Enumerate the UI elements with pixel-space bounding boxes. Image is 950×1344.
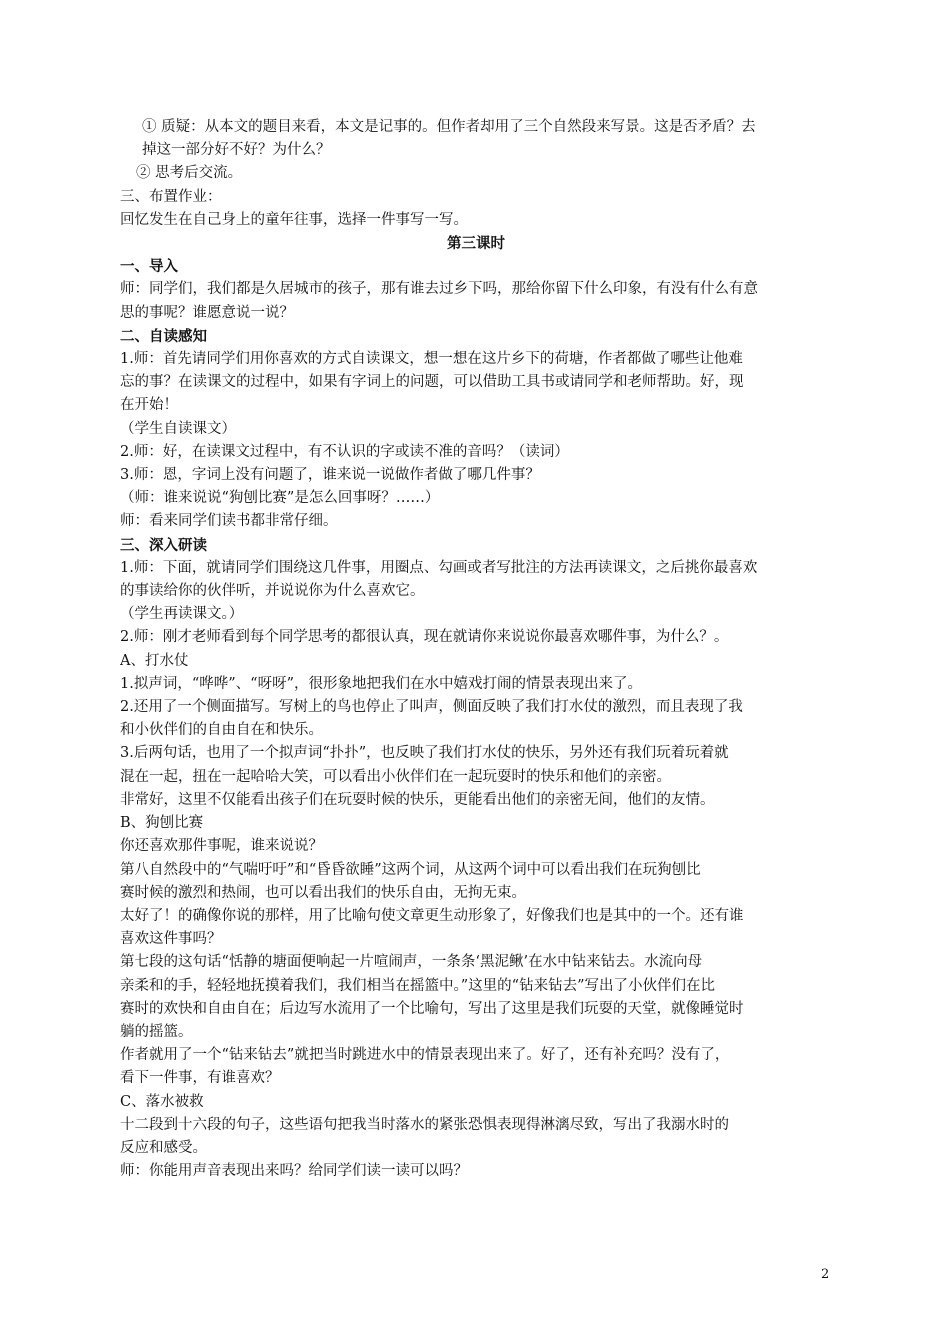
text-line: 师：你能用声音表现出来吗？给同学们读一读可以吗？: [120, 1163, 468, 1180]
text-line: 三、布置作业：: [120, 188, 222, 205]
text-line: 忘的事？在读课文的过程中，如果有字词上的问题，可以借助工具书或请同学和老师帮助。好，现: [120, 374, 744, 391]
page-number: 2: [821, 1267, 830, 1282]
text-line: 反应和感受。: [120, 1139, 207, 1156]
text-line: 2.还用了一个侧面描写。写树上的鸟也停止了叫声，侧面反映了我们打水仗的激烈，而且表现了我: [120, 699, 743, 716]
text-line: 在开始！: [120, 397, 178, 414]
text-line: 回忆发生在自己身上的童年往事，选择一件事写一写。: [120, 211, 468, 228]
section-heading: 第三课时: [447, 235, 505, 253]
text-line: 第七段的这句话“恬静的塘面便响起一片喧闹声，一条条‘黑泥鳅’在水中钻来钻去。水流向母: [120, 954, 703, 971]
text-line: 你还喜欢那件事呢，谁来说说？: [120, 838, 323, 855]
text-line: 赛时的欢快和自由自在；后边写水流用了一个比喻句，写出了这里是我们玩耍的天堂，就像睡觉时: [120, 1000, 744, 1017]
text-line: A、打水仗: [120, 652, 189, 669]
text-line: 非常好，这里不仅能看出孩子们在玩耍时候的快乐，更能看出他们的亲密无间，他们的友情。: [120, 791, 715, 808]
text-line: 赛时候的激烈和热闹，也可以看出我们的快乐自由，无拘无束。: [120, 884, 526, 901]
text-line: 亲柔和的手，轻轻地抚摸着我们，我们相当在摇篮中。”这里的“钻来钻去”写出了小伙伴们在比: [120, 977, 715, 994]
text-line: 作者就用了一个“钻来钻去”就把当时跳进水中的情景表现出来了。好了，还有补充吗？没有了，: [120, 1047, 730, 1064]
text-line: 师：同学们，我们都是久居城市的孩子，那有谁去过乡下吗，那给你留下什么印象，有没有什么有意: [120, 281, 758, 298]
text-line: 2.师：好，在读课文过程中，有不认识的字或读不准的音吗？（读词）: [120, 443, 569, 460]
text-line: 思的事呢？谁愿意说一说？: [120, 304, 294, 321]
text-line: 1.师：下面，就请同学们围绕这几件事，用圈点、勾画或者写批注的方法再读课文，之后挑你最喜欢: [120, 559, 758, 576]
text-line: 师：看来同学们读书都非常仔细。: [120, 513, 338, 530]
text-line: 3.后两句话，也用了一个拟声词“扑扑”，也反映了我们打水仗的快乐，另外还有我们玩着玩着就: [120, 745, 729, 762]
text-line: ② 思考后交流。: [136, 165, 243, 182]
text-line: B、狗刨比赛: [120, 815, 204, 832]
text-line: 看下一件事，有谁喜欢？: [120, 1070, 280, 1087]
text-line: （师：谁来说说“狗刨比赛”是怎么回事呀？……）: [120, 490, 440, 507]
section-heading: 二、自读感知: [120, 327, 207, 345]
text-line: 喜欢这件事吗？: [120, 931, 222, 948]
text-line: 2.师：刚才老师看到每个同学思考的都很认真，现在就请你来说说你最喜欢哪件事，为什么？。: [120, 629, 729, 646]
text-line: 的事读给你的伙伴听，并说说你为什么喜欢它。: [120, 583, 425, 600]
text-line: 第八自然段中的“气喘吁吁”和“昏昏欲睡”这两个词，从这两个词中可以看出我们在玩狗刨比: [120, 861, 701, 878]
document-body: [120, 116, 832, 1183]
text-line: 1.拟声词，“哗哗”、“呀呀”，很形象地把我们在水中嬉戏打闹的情景表现出来了。: [120, 675, 642, 692]
text-line: 掉这一部分好不好？为什么？: [142, 142, 331, 159]
text-line: C、落水被救: [120, 1093, 204, 1110]
text-line: 和小伙伴们的自由自在和快乐。: [120, 722, 323, 739]
section-heading: 一、导入: [120, 258, 178, 276]
text-line: 混在一起，扭在一起哈哈大笑，可以看出小伙伴们在一起玩耍时的快乐和他们的亲密。: [120, 768, 671, 785]
section-heading: 三、深入研读: [120, 536, 207, 554]
text-line: （学生自读课文）: [120, 420, 236, 437]
text-line: 十二段到十六段的句子，这些语句把我当时落水的紧张恐惧表现得淋漓尽致，写出了我溺水时的: [120, 1116, 729, 1133]
text-line: 1.师：首先请同学们用你喜欢的方式自读课文，想一想在这片乡下的荷塘，作者都做了哪些让他难: [120, 351, 743, 368]
text-line: 3.师：恩，字词上没有问题了，谁来说一说做作者做了哪几件事？: [120, 467, 540, 484]
text-line: 躺的摇篮。: [120, 1023, 193, 1040]
text-line: ① 质疑：从本文的题目来看，本文是记事的。但作者却用了三个自然段来写景。这是否矛盾？去: [142, 119, 756, 135]
text-line: （学生再读课文。）: [120, 606, 244, 623]
text-line: 太好了！的确像你说的那样，用了比喻句使文章更生动形象了，好像我们也是其中的一个。还有谁: [120, 907, 744, 924]
